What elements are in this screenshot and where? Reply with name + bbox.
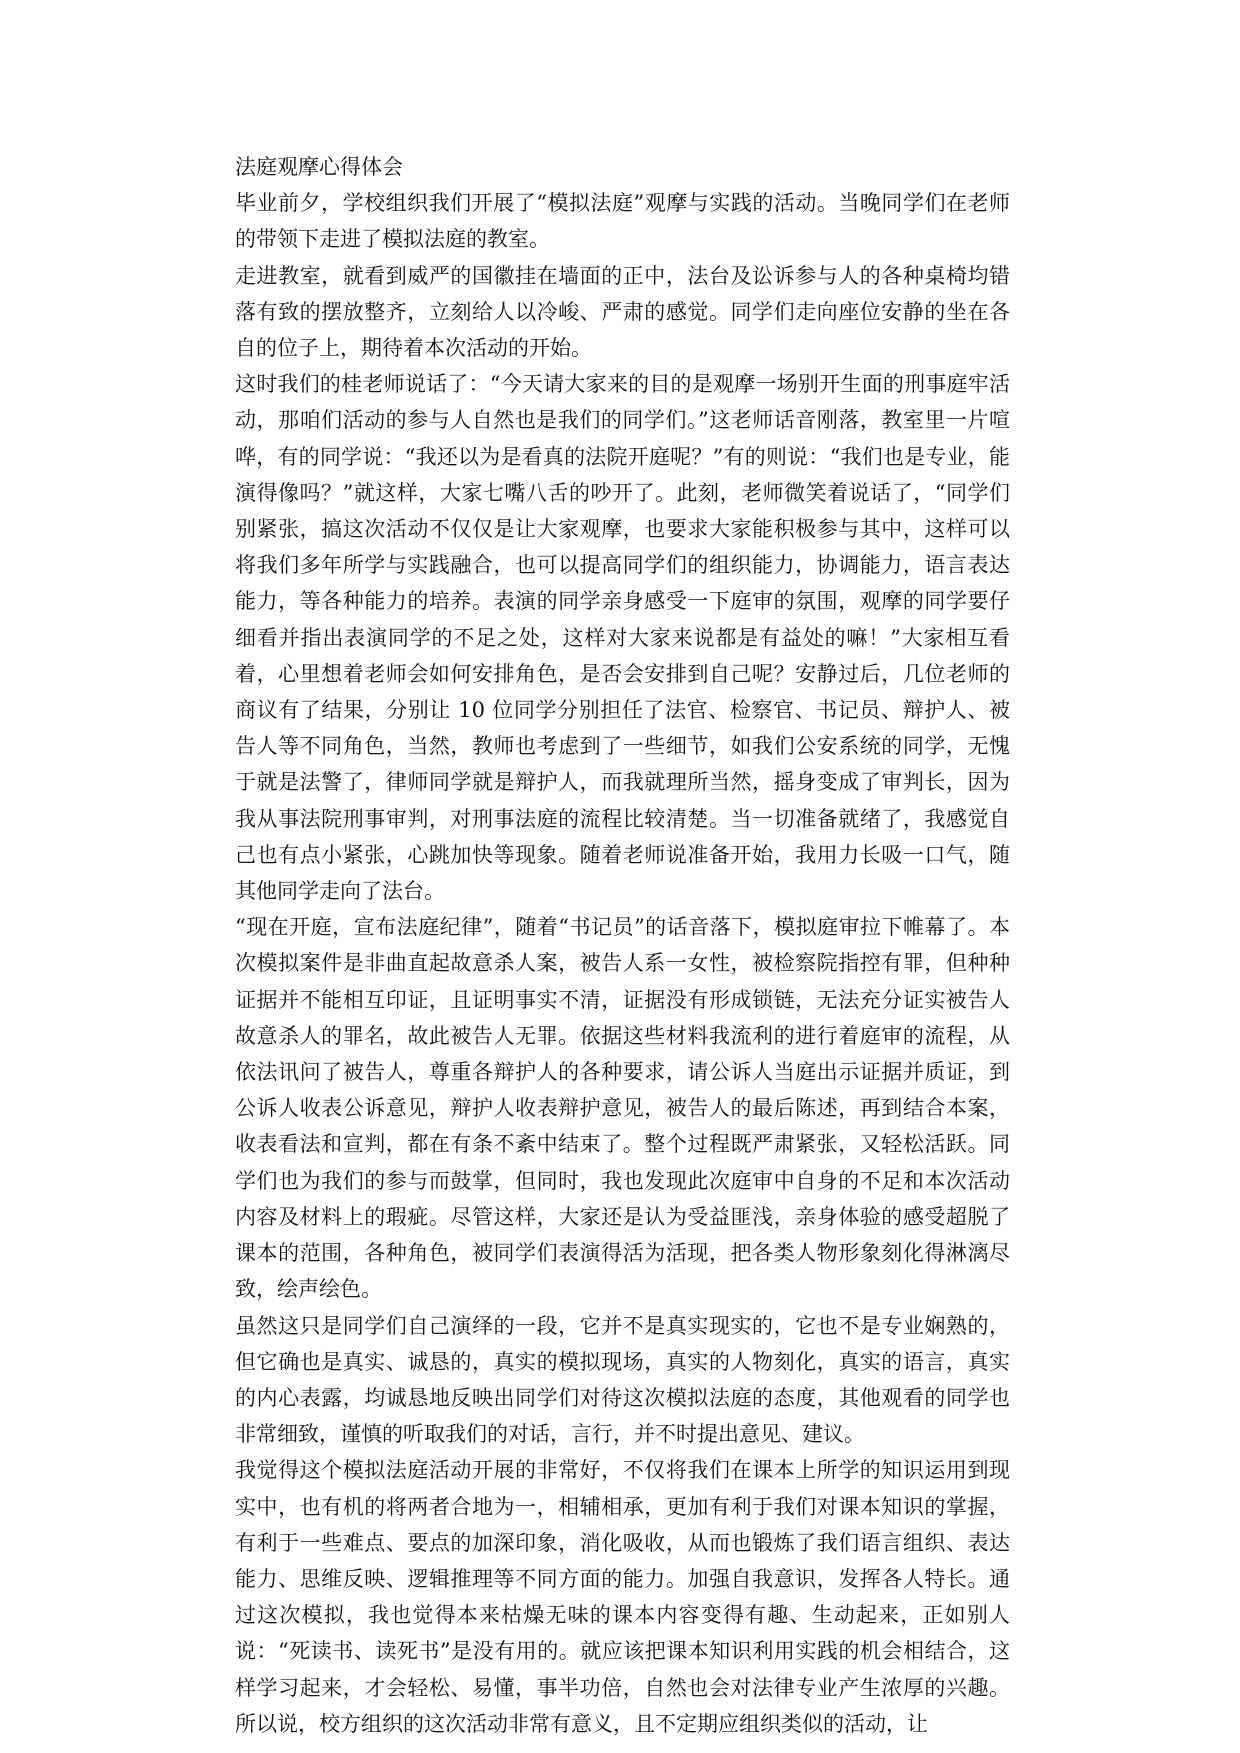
paragraph-3: 这时我们的桂老师说话了：“今天请大家来的目的是观摩一场别开生面的刑事庭牢活动，那咱们活动的参与人自然也是我们的同学们。”这老师话音刚落，教室里一片喧哗，有的同学说：“我还以为是看真的法院开庭呢？”有的则说：“我们也是专业，能演得像吗？”就这样，大家七嘴八舌的吵开了。此刻，老师微笑着说话了，“同学们别紧张，搞这次活动不仅仅是让大家观摩，也要求大家能积极参与其中，这样可以将我们多年所学与实践融合，也可以提高同学们的组织能力，协调能力，语言表达能力，等各种能力的培养。表演的同学亲身感受一下庭审的氛围，观摩的同学要仔细看并指出表演同学的不足之处，这样对大家来说都是有益处的嘛！”大家相互看着，心里想着老师会如何安排角色，是否会安排到自己呢？安静过后，几位老师的商议有了结果，分别让 10 位同学分别担任了法官、检察官、书记员、辩护人、被告人等不同角色，当然，教师也考虑到了一些细节，如我们公安系统的同学，无愧于就是法警了，律师同学就是辩护人，而我就理所当然，摇身变成了审判长，因为我从事法院刑事审判，对刑事法庭的流程比较清楚。当一切准备就绪了，我感觉自己也有点小紧张，心跳加快等现象。随着老师说准备开始，我用力长吸一口气，随其他同学走向了法台。: [235, 372, 1010, 904]
paragraph-2: 走进教室，就看到威严的国徽挂在墙面的正中，法台及讼诉参与人的各种桌椅均错落有致的摆放整齐，立刻给人以冷峻、严肃的感觉。同学们走向座位安静的坐在各自的位子上，期待着本次活动的开始。: [235, 263, 1010, 361]
document-title: 法庭观摩心得体会: [235, 155, 403, 179]
paragraph-1: 毕业前夕，学校组织我们开展了“模拟法庭”观摩与实践的活动。当晚同学们在老师的带领下走进了模拟法庭的教室。: [235, 191, 1010, 252]
document-body: [235, 149, 1010, 1742]
paragraph-6: 我觉得这个模拟法庭活动开展的非常好，不仅将我们在课本上所学的知识运用到现实中，也有机的将两者合地为一，相辅相承，更加有利于我们对课本知识的掌握，有利于一些难点、要点的加深印象，消化吸收，从而也锻炼了我们语言组织、表达能力、思维反映、逻辑推理等不同方面的能力。加强自我意识，发挥各人特长。通过这次模拟，我也觉得本来枯燥无味的课本内容变得有趣、生动起来，正如别人说：“死读书、读死书”是没有用的。就应该把课本知识利用实践的机会相结合，这样学习起来，才会轻松、易懂，事半功倍，自然也会对法律专业产生浓厚的兴趣。所以说，校方组织的这次活动非常有意义，且不定期应组织类似的活动，让: [235, 1458, 1010, 1736]
paragraph-5: 虽然这只是同学们自己演绎的一段，它并不是真实现实的，它也不是专业娴熟的，但它确也是真实、诚恳的，真实的模拟现场，真实的人物刻化，真实的语言，真实的内心表露，均诚恳地反映出同学们对待这次模拟法庭的态度，其他观看的同学也非常细致，谨慎的听取我们的对话，言行，并不时提出意见、建议。: [235, 1313, 1010, 1447]
paragraph-4: “现在开庭，宣布法庭纪律”，随着“书记员”的话音落下，模拟庭审拉下帷幕了。本次模拟案件是非曲直起故意杀人案，被告人系一女性，被检察院指控有罪，但种种证据并不能相互印证，且证明事实不清，证据没有形成锁链，无法充分证实被告人故意杀人的罪名，故此被告人无罪。依据这些材料我流利的进行着庭审的流程，从依法讯问了被告人，尊重各辩护人的各种要求，请公诉人当庭出示证据并质证，到公诉人收表公诉意见，辩护人收表辩护意见，被告人的最后陈述，再到结合本案，收表看法和宣判，都在有条不紊中结束了。整个过程既严肃紧张，又轻松活跃。同学们也为我们的参与而鼓掌，但同时，我也发现此次庭审中自身的不足和本次活动内容及材料上的瑕疵。尽管这样，大家还是认为受益匪浅，亲身体验的感受超脱了课本的范围，各种角色，被同学们表演得活为活现，把各类人物形象刻化得淋漓尽致，绘声绘色。: [235, 915, 1010, 1302]
